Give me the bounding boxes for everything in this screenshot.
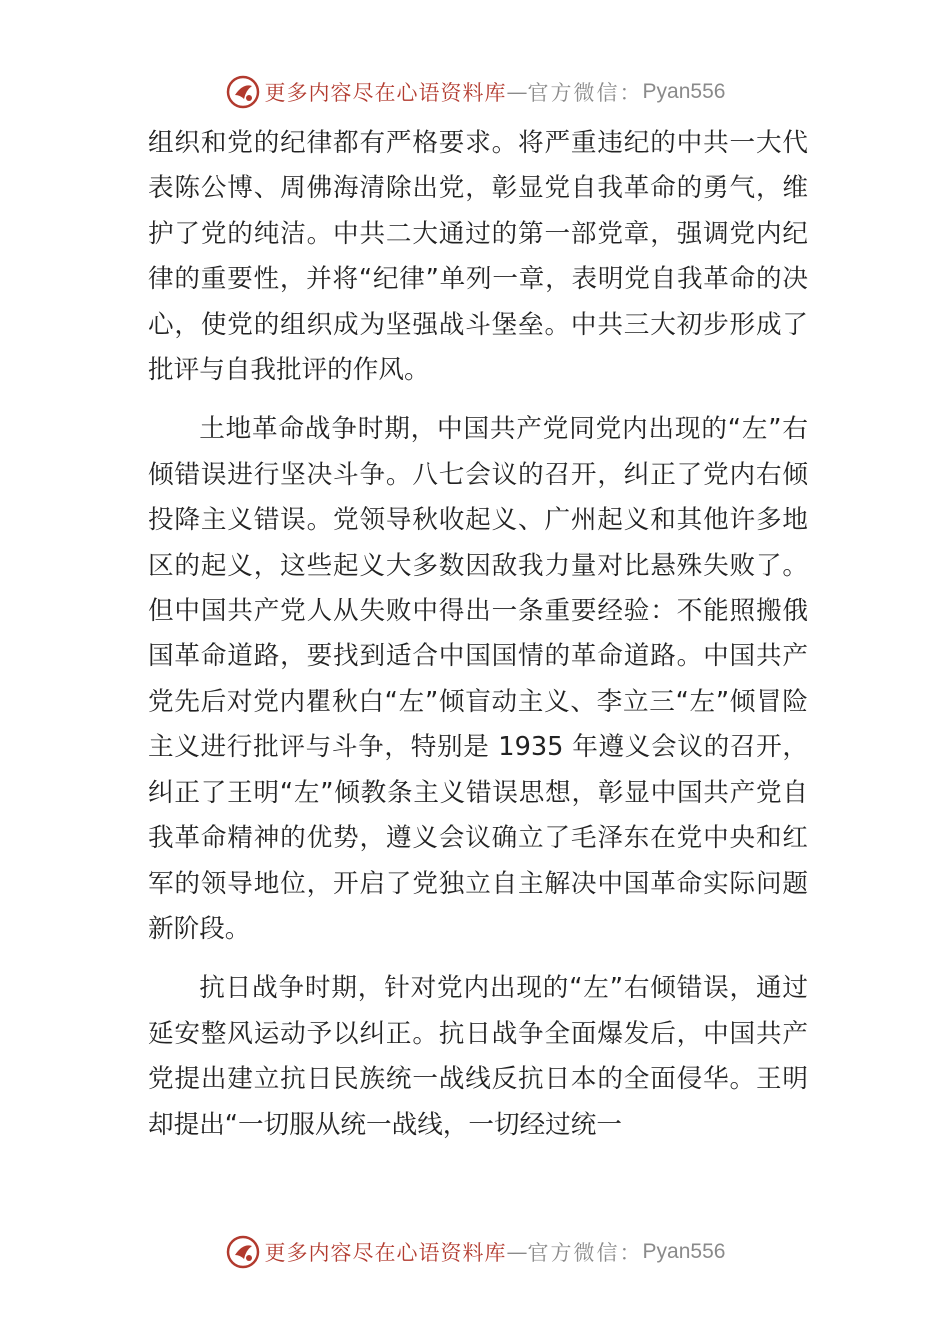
document-body (148, 121, 808, 1148)
footer-wechat-label: 官方微信： (527, 1241, 643, 1265)
footer-banner (0, 1232, 950, 1272)
header-separator: — (506, 80, 528, 104)
footer-wechat-id: Pyan556 (642, 1240, 726, 1263)
header-wechat-label: 官方微信： (527, 81, 643, 105)
header-wechat-id: Pyan556 (642, 80, 726, 103)
brand-logo-icon (225, 1234, 261, 1270)
paragraph-3: 抗日战争时期，针对党内出现的“左”右倾错误，通过延安整风运动予以纠正。抗日战争全面爆发后，中国共产党提出建立抗日民族统一战线反抗日本的全面侵华。王明却提出“一切服从统一战线，一切经过统一 (148, 973, 808, 1140)
footer-separator: — (506, 1240, 528, 1264)
paragraph-1: 组织和党的纪律都有严格要求。将严重违纪的中共一大代表陈公博、周佛海清除出党，彰显党自我革命的勇气，维护了党的纯洁。中共二大通过的第一部党章，强调党内纪律的重要性，并将“纪律”单列一章，表明党自我革命的决心，使党的组织成为坚强战斗堡垒。中共三大初步形成了批评与自我批评的作风。 (148, 128, 808, 386)
footer-title: 更多内容尽在心语资料库 (264, 1241, 507, 1265)
header-banner (0, 72, 950, 112)
brand-logo-icon (225, 74, 261, 110)
paragraph-2: 土地革命战争时期，中国共产党同党内出现的“左”右倾错误进行坚决斗争。八七会议的召开，纠正了党内右倾投降主义错误。党领导秋收起义、广州起义和其他许多地区的起义，这些起义大多数因敌我力量对比悬殊失败了。但中国共产党人从失败中得出一条重要经验：不能照搬俄国革命道路，要找到适合中国国情的革命道路。中国共产党先后对党内瞿秋白“左”倾盲动主义、李立三“左”倾冒险主义进行批评与斗争，特别是 1935 年遵义会议的召开，纠正了王明“左”倾教条主义错误思想，彰显中国共产党自我革命精神的优势，遵义会议确立了毛泽东在党中央和红军的领导地位，开启了党独立自主解决中国革命实际问题新阶段。 (148, 414, 808, 944)
header-title: 更多内容尽在心语资料库 (264, 81, 507, 105)
